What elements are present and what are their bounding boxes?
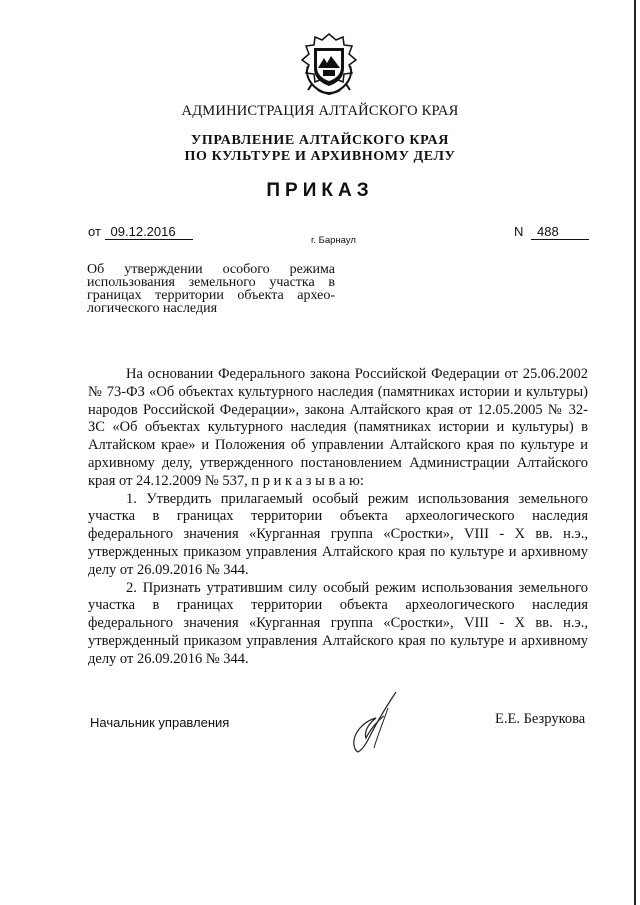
subject-line: логического наследия	[87, 301, 218, 316]
preamble-paragraph: На основании Федерального закона Российской Федерации от 25.06.2002 № 73-ФЗ «Об объектах культурного наследия (памятниках истории и культуры) народов Российской Федерации», закона Алтайского края от 12.05.2005 № 32-ЗС «Об объектах культурного наследия (памятниках истории и культуры) в Алтайском крае» и Положения об управлении Алтайского края по культуре и архивному делу, утвержденного постановлением Администрации Алтайского края от 24.12.2009 № 537, п р и к а з ы в а ю:	[88, 366, 588, 489]
city-label: г. Барнаул	[311, 235, 356, 246]
handwritten-signature	[348, 690, 408, 756]
date-value: 09.12.2016	[105, 225, 193, 240]
order-body	[88, 366, 588, 669]
order-number-value: 488	[531, 225, 589, 240]
order-subject	[87, 263, 335, 315]
date-field	[88, 224, 193, 240]
order-item-1: 1. Утвердить прилагаемый особый режим использования земельного участка в границах территории объекта археологического наследия федерального значения «Курганная группа «Сростки», VIII - X вв. н.э., утвержденных приказом управления Алтайского края по культуре и архивному делу от 26.09.2016 № 344.	[88, 490, 588, 578]
coat-of-arms-emblem	[298, 32, 360, 98]
subject-line: Об утверждении особого режима	[87, 262, 335, 277]
department-title-line2: ПО КУЛЬТУРЕ И АРХИВНОМУ ДЕЛУ	[184, 149, 456, 164]
subject-line: использования земельного участка в	[87, 275, 335, 290]
signatory-name: Е.Е. Безрукова	[495, 711, 586, 727]
subject-line: границах территории объекта архео-	[87, 288, 335, 303]
signatory-position: Начальник управления	[90, 715, 230, 730]
order-number-field	[514, 224, 589, 240]
number-prefix: N	[514, 224, 524, 239]
date-prefix: от	[88, 224, 101, 239]
order-item-2: 2. Признать утратившим силу особый режим использования земельного участка в границах территории объекта археологического наследия федерального значения «Курганная группа «Сростки», VIII - X вв. н.э., утвержденный приказом управления Алтайского края по культуре и архивному делу от 26.09.2016 № 344.	[88, 579, 588, 667]
department-title-line1: УПРАВЛЕНИЕ АЛТАЙСКОГО КРАЯ	[191, 133, 449, 148]
document-type: ПРИКАЗ	[266, 180, 374, 201]
organization-title: АДМИНИСТРАЦИЯ АЛТАЙСКОГО КРАЯ	[181, 103, 459, 119]
